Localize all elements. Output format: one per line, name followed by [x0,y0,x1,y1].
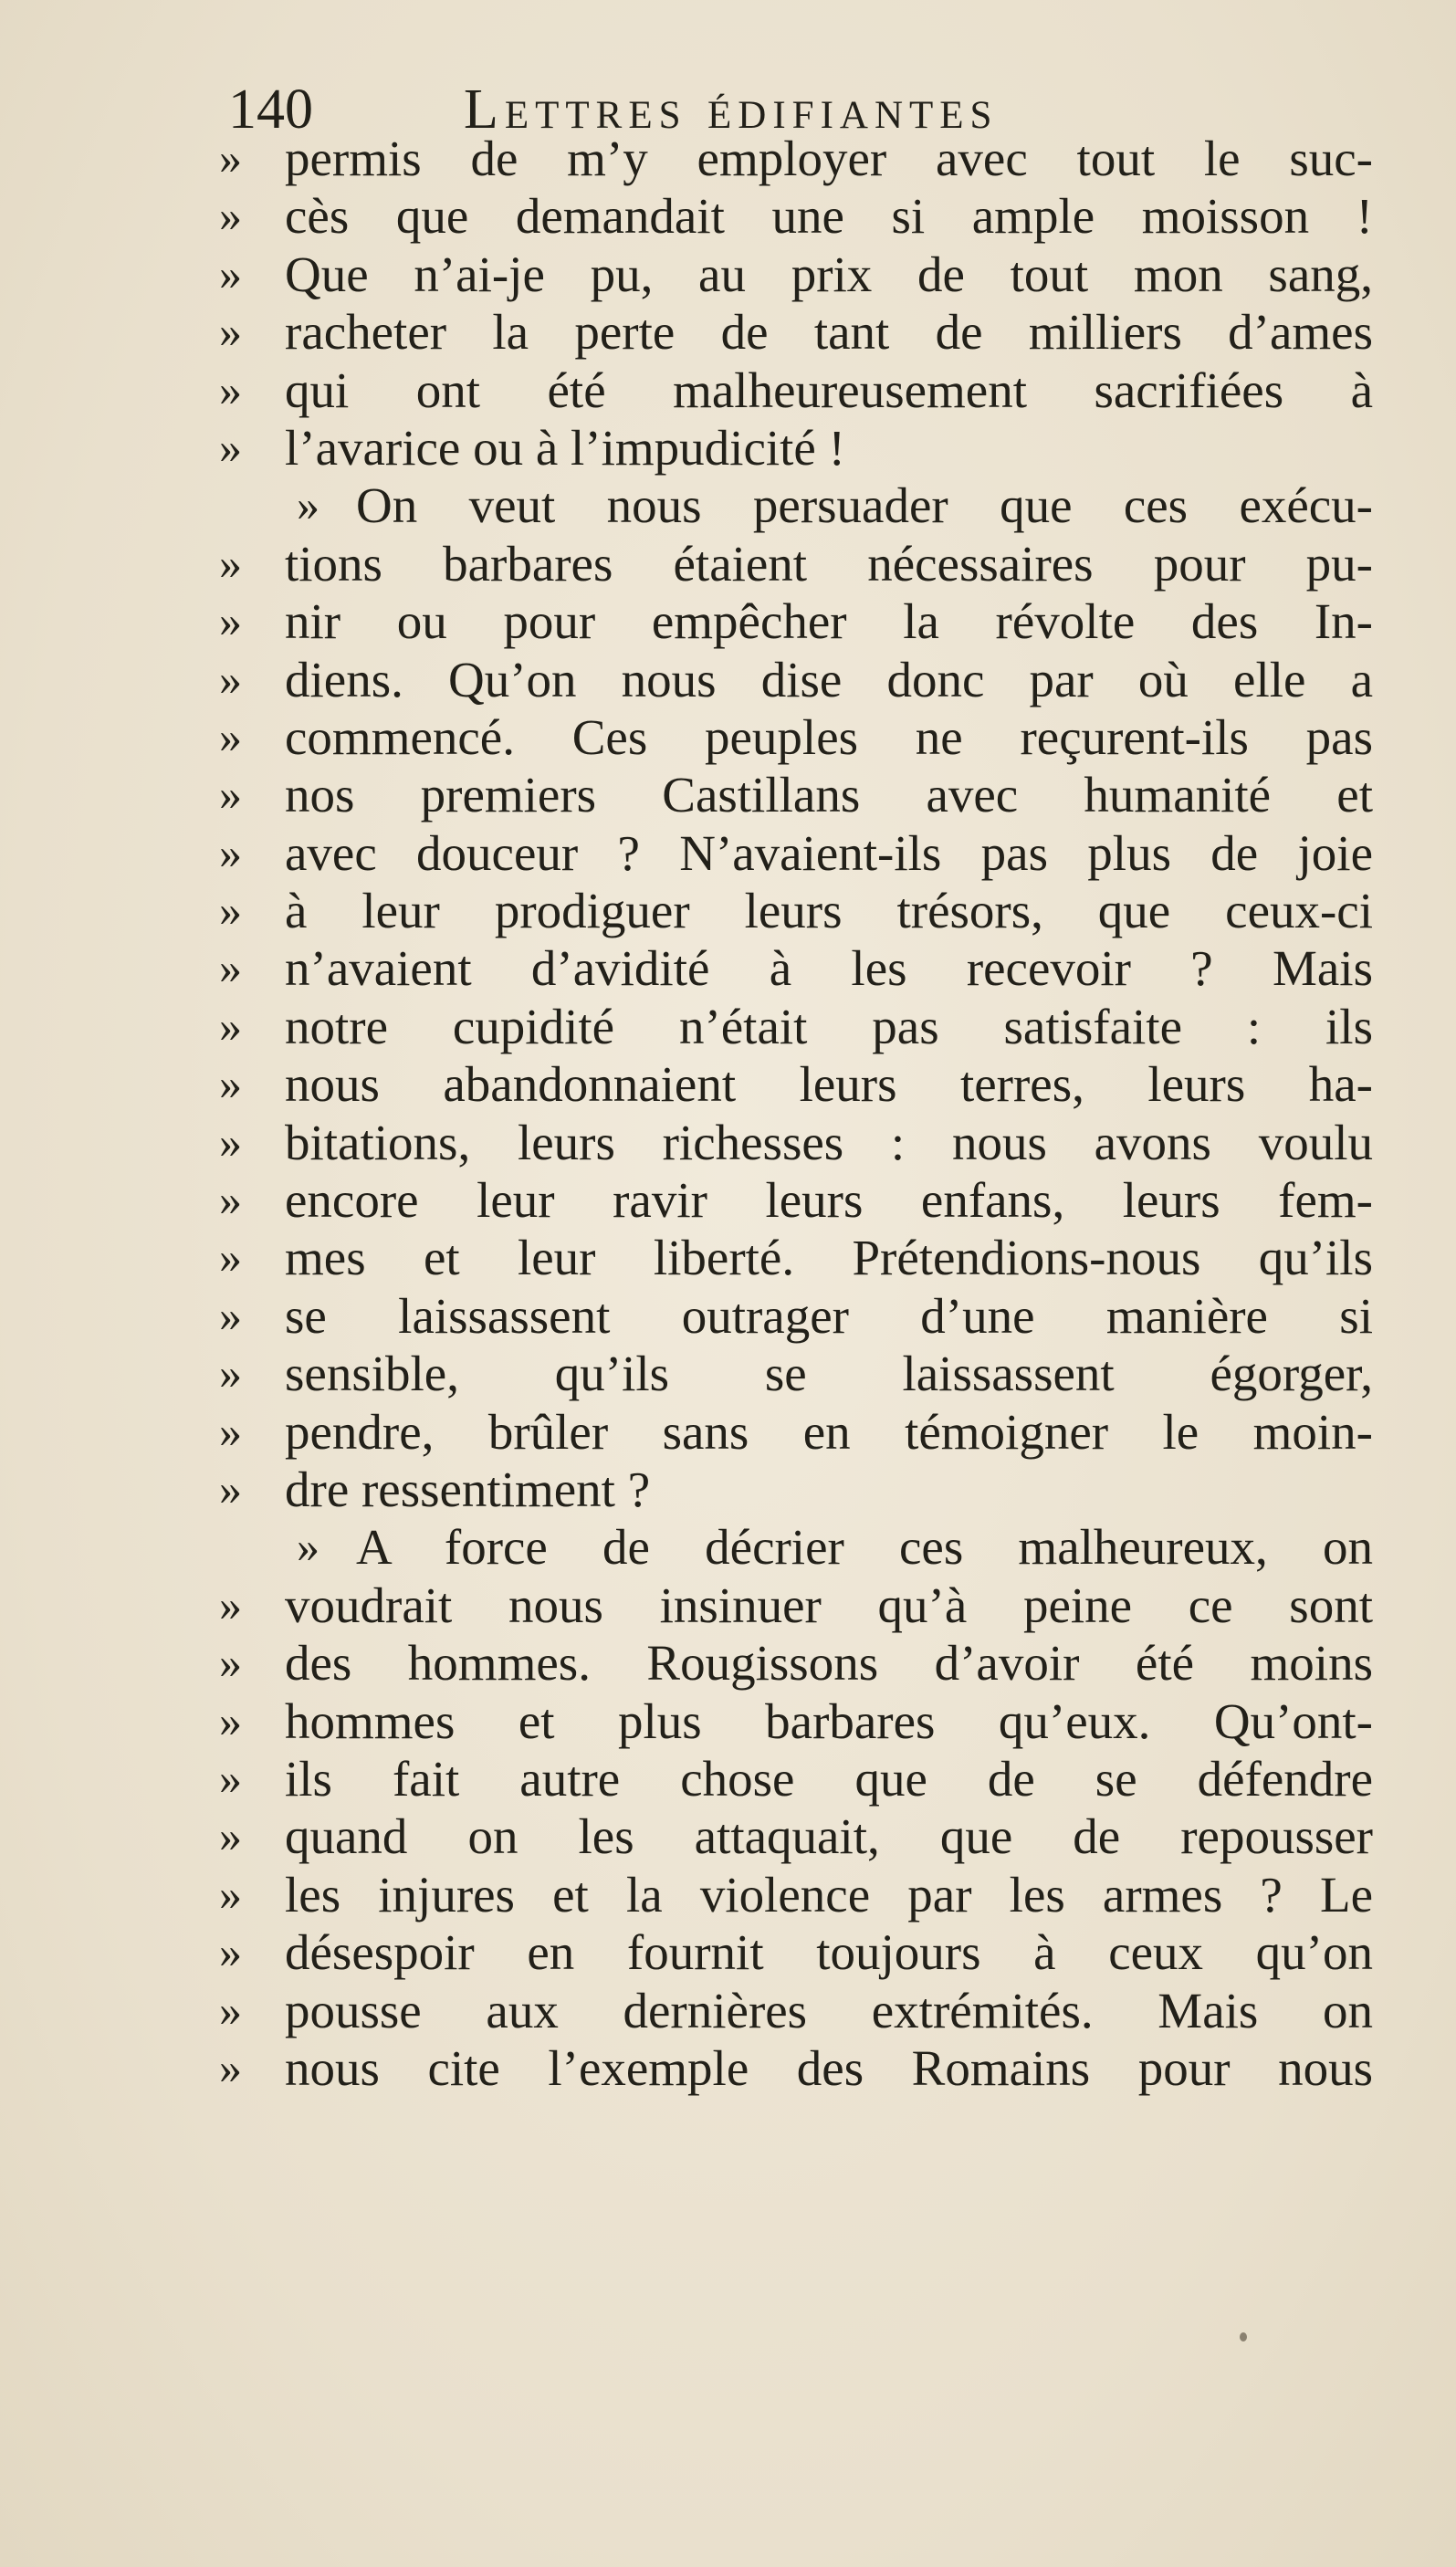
line-text: encore leur ravir leurs enfans, leurs fem- [285,1172,1373,1229]
line-text: avec douceur ? N’avaient-ils pas plus de joie [285,824,1373,881]
line-text: voudrait nous insinuer qu’à peine ce sont [285,1577,1373,1633]
quote-mark: » [219,1347,242,1399]
text-line [219,1518,1378,1576]
line-text: à leur prodiguer leurs trésors, que ceux-ci [285,883,1373,939]
quote-mark: » [297,479,319,531]
line-text: hommes et plus barbares qu’eux. Qu’ont- [285,1692,1373,1749]
text-line [219,130,1378,187]
running-title: Lettres édifiantes [464,79,999,141]
quote-mark: » [219,1810,242,1862]
text-line [219,824,1378,882]
line-text: désespoir en fournit toujours à ceux qu’on [285,1924,1373,1981]
text-line [219,361,1378,419]
quote-mark: » [219,769,242,821]
line-text: commencé. Ces peuples ne reçurent-ils pas [285,708,1373,765]
text-line [219,1114,1378,1171]
text-line [219,1750,1378,1807]
text-line [219,303,1378,361]
quote-mark: » [219,2041,242,2093]
line-text: nous abandonnaient leurs terres, leurs ha- [285,1056,1373,1113]
text-line [219,187,1378,245]
line-text: nir ou pour empêcher la révolte des In- [285,593,1373,650]
text-line [219,1345,1378,1402]
text-line [219,2039,1378,2097]
line-text: des hommes. Rougissons d’avoir été moins [285,1635,1373,1692]
line-text: qui ont été malheureusement sacrifiées à [285,361,1373,418]
quote-mark: » [219,1926,242,1978]
text-line [219,1866,1378,1923]
line-text: nous cite l’exemple des Romains pour nous [285,2039,1373,2096]
quote-mark: » [297,1521,319,1573]
line-text: diens. Qu’on nous dise donc par où elle a [285,651,1373,707]
line-text: A force de décrier ces malheureux, on [356,1519,1373,1576]
line-text: nos premiers Castillans avec humanité et [285,767,1373,823]
text-line [219,1171,1378,1229]
quote-mark: » [219,190,242,242]
text-line [219,1923,1378,1981]
quote-mark: » [219,1000,242,1052]
quote-mark: » [219,247,242,299]
line-text: les injures et la violence par les armes ? Le [285,1866,1373,1923]
line-text: l’avarice ou à l’impudicité ! [285,419,845,476]
line-text: sensible, qu’ils se laissassent égorger, [285,1346,1373,1402]
text-line [219,708,1378,766]
text-line [219,1807,1378,1865]
text-line [219,1692,1378,1750]
text-line [219,1055,1378,1113]
quote-mark: » [219,1462,242,1514]
quote-mark: » [219,885,242,937]
quote-mark: » [219,1637,242,1689]
line-text: tions barbares étaient nécessaires pour pu- [285,535,1373,592]
quote-mark: » [219,1752,242,1804]
line-text: pousse aux dernières extrémités. Mais on [285,1982,1373,2038]
text-line [219,477,1378,534]
quote-mark: » [219,1174,242,1226]
line-text: pendre, brûler sans en témoigner le moin- [285,1403,1373,1460]
line-text: notre cupidité n’était pas satisfaite : ils [285,998,1373,1054]
line-text: quand on les attaquait, que de repousser [285,1808,1373,1865]
text-line [219,1634,1378,1692]
line-text: On veut nous persuader que ces exécu- [356,477,1373,534]
text-line [219,1461,1378,1518]
quote-mark: » [219,1694,242,1746]
text-line [219,535,1378,592]
quote-mark: » [219,1405,242,1457]
text-line [219,246,1378,303]
quote-mark: » [219,826,242,878]
quote-mark: » [219,710,242,762]
line-text: permis de m’y employer avec tout le suc- [285,131,1373,186]
text-line [219,651,1378,708]
quote-mark: » [219,1231,242,1284]
quote-mark: » [219,132,242,183]
quote-mark: » [219,1116,242,1168]
quote-mark: » [219,1289,242,1341]
text-line [219,766,1378,823]
line-text: racheter la perte de tant de milliers d’ames [285,304,1373,361]
text-line [219,1287,1378,1345]
quote-mark: » [219,306,242,358]
quote-mark: » [219,942,242,994]
quote-mark: » [219,363,242,415]
line-text: Que n’ai-je pu, au prix de tout mon sang, [285,246,1373,302]
text-line [219,1229,1378,1286]
line-text: cès que demandait une si ample moisson ! [285,188,1373,245]
quote-mark: » [219,421,242,473]
text-line [219,1577,1378,1634]
line-text: ils fait autre chose que de se défendre [285,1750,1373,1807]
quote-mark: » [219,1984,242,2036]
quote-mark: » [219,1058,242,1110]
text-line [219,1982,1378,2039]
body-text [219,130,1378,2097]
line-text: n’avaient d’avidité à les recevoir ? Mais [285,940,1373,997]
text-line [219,882,1378,939]
paper-speck [1240,2332,1247,2342]
quote-mark: » [219,653,242,705]
line-text: bitations, leurs richesses : nous avons voulu [285,1114,1373,1170]
page-number: 140 [228,79,313,141]
line-text: dre ressentiment ? [285,1461,651,1517]
text-line [219,592,1378,650]
quote-mark: » [219,595,242,647]
quote-mark: » [219,537,242,589]
line-text: se laissassent outrager d’une manière si [285,1287,1373,1344]
text-line [219,998,1378,1055]
quote-mark: » [219,1578,242,1630]
text-line [219,419,1378,477]
quote-mark: » [219,1868,242,1920]
text-line [219,1403,1378,1461]
text-line [219,939,1378,997]
line-text: mes et leur liberté. Prétendions-nous qu’ils [285,1230,1373,1286]
